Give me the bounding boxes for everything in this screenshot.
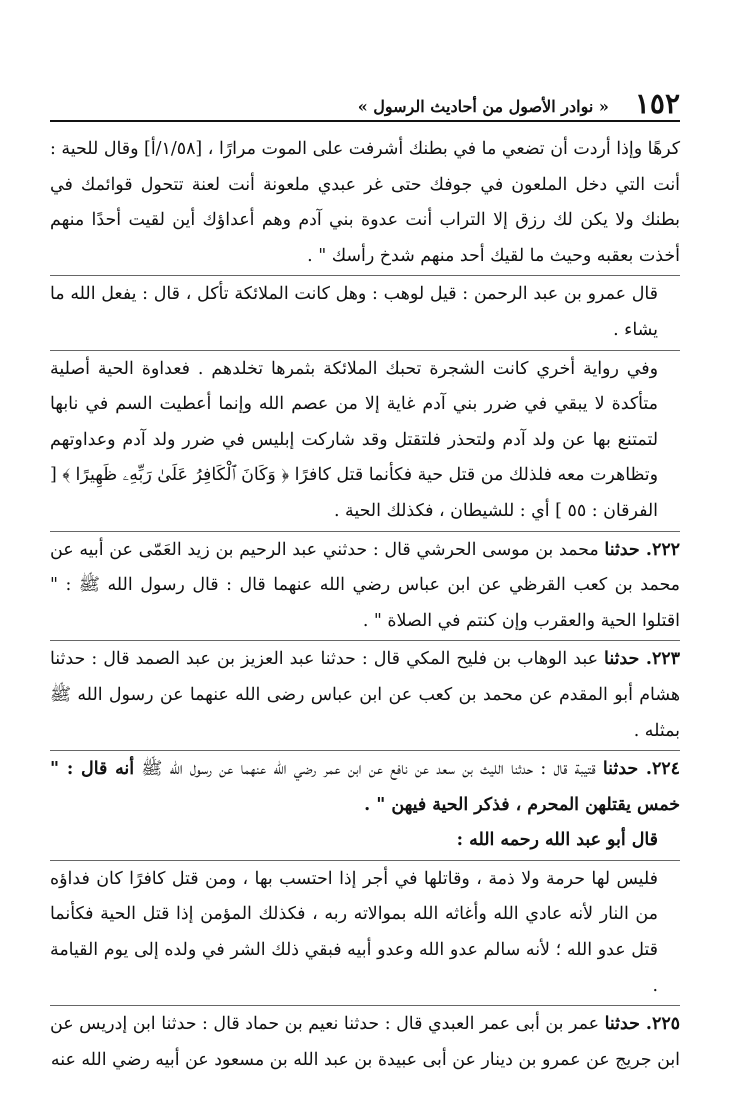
- paragraph-snake-curse: كرهًا وإذا أردت أن تضعي ما في بطنك أشرفت على الموت مرارًا ، [١/٥٨/أ] وقال للحية : أنت التي دخل الملعون في جوفك حتى غر عبدي ملعونة أنت لعنة تتحول قوائمك في بطنك ولا يكن لك رزق إلا التراب أنت عدوة بني آدم وهم أعداؤك أين لقيت أحدًا منهم أخذت بعقبه وحيث ما لقيك أحد منهم شدخ رأسك " .: [50, 139, 680, 266]
- hadith-number: ٢٢٥. حدثنا: [604, 1014, 681, 1035]
- section-heading: قال أبو عبد الله رحمه الله :: [456, 830, 658, 851]
- section-divider: [50, 350, 680, 351]
- paragraph-enmity-of-snake: وفي رواية أخري كانت الشجرة تحبك الملائكة بثمرها تخلدهم . فعداوة الحية أصلية متأكدة لا يبقي في ضرر بني آدم غاية إلا من عصم الله وإنما أعطيت السم في نابها لتمتنع بها عن ولد آدم ولتحذر فلتقتل وقد شاركت إبليس في ضرر ولد آدم وعداوتهم وتظاهرت معه فلذلك من قتل حية فكأنما قتل كافرًا ﴿ وَكَانَ ٱلْكَافِرُ عَلَىٰ رَبِّهِۦ ظَهِيرًا ﴾ [ الفرقان : ٥٥ ] أي : للشيطان ، فكذلك الحية .: [50, 358, 658, 521]
- hadith-text: قتيبة قال : حدثنا الليث بن سعد عن نافع عن ابن عمر رضي الله عنهما عن رسول الله ﷺ: [134, 759, 603, 780]
- section-divider: [50, 640, 680, 641]
- hadith-text: عمر بن أبى عمر العبدي قال : حدثنا نعيم بن حماد قال : حدثنا ابن إدريس عن ابن جريج عن عمرو بن دينار عن أبى عبيدة بن عبد الله بن مسعود عن أبيه رضي الله عنه: [50, 1014, 680, 1070]
- section-divider: [50, 750, 680, 751]
- paragraph-wahb-report: قال عمرو بن عبد الرحمن : قيل لوهب : وهل كانت الملائكة تأكل ، قال : يفعل الله ما يشاء .: [50, 284, 658, 340]
- section-divider: [50, 275, 680, 276]
- page-number: ١٥٢: [634, 87, 680, 120]
- hadith-quote: أنه قال : " خمس يقتلهن المحرم ، فذكر الحية فيهن " .: [50, 759, 680, 815]
- hadith-225: [50, 1007, 680, 1078]
- page-header: [50, 80, 680, 122]
- hadith-number: ٢٢٤. حدثنا: [602, 759, 680, 780]
- book-page: [50, 80, 680, 1078]
- page-content: [50, 132, 680, 1078]
- section-divider: [50, 1005, 680, 1006]
- section-divider: [50, 531, 680, 532]
- hadith-224: [50, 752, 680, 823]
- hadith-223: [50, 642, 680, 749]
- hadith-number: ٢٢٢. حدثنا: [604, 539, 681, 560]
- running-title: « نوادر الأصول من أحاديث الرسول »: [357, 97, 609, 116]
- section-divider: [50, 860, 680, 861]
- hadith-number: ٢٢٣. حدثنا: [604, 649, 680, 670]
- hadith-text: عبد الوهاب بن فليح المكي قال : حدثنا عبد العزيز بن عبد الصمد قال : حدثنا هشام أبو المقدم عن محمد بن كعب عن ابن عباس رضى الله عنهما عن رسول الله ﷺ بمثله .: [50, 649, 680, 741]
- hadith-text: محمد بن موسى الحرشي قال : حدثني عبد الرحيم بن زيد العَمّى عن أبيه عن محمد بن كعب القرظي عن ابن عباس رضي الله عنهما قال : قال رسول الله ﷺ : " اقتلوا الحية والعقرب وإن كنتم في الصلاة " .: [50, 539, 680, 631]
- paragraph-commentary: فليس لها حرمة ولا ذمة ، وقاتلها في أجر إذا احتسب بها ، ومن قتل كافرًا كان فداؤه من النار لأنه عادي الله وأغاثه الله بموالاته ربه ، فكذلك المؤمن إذا قتل الحية فكأنما قتل عدو الله ؛ لأنه سالم عدو الله وعدو أبيه فبقي ذلك الشر في ولده إلى يوم القيامة .: [50, 868, 658, 996]
- hadith-222: [50, 533, 680, 640]
